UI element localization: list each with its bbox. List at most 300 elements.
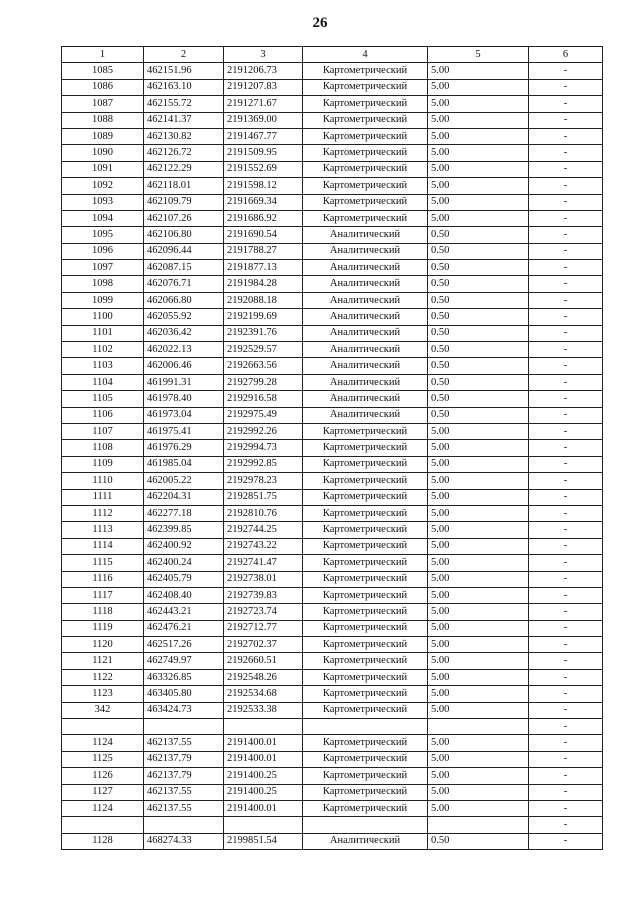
table-row (62, 800, 603, 816)
note-cell: - (529, 473, 603, 489)
method-cell: Аналитический (303, 260, 428, 276)
table-row (62, 423, 603, 439)
table-row (62, 456, 603, 472)
table-row (62, 325, 603, 341)
table-row (62, 555, 603, 571)
note-cell: - (529, 768, 603, 784)
x-coordinate-cell: 463424.73 (144, 702, 224, 718)
method-cell: Картометрический (303, 555, 428, 571)
method-cell: Аналитический (303, 276, 428, 292)
accuracy-cell: 5.00 (428, 79, 529, 95)
x-coordinate-cell: 462443.21 (144, 604, 224, 620)
point-number-cell: 1092 (62, 178, 144, 194)
y-coordinate-cell: 2192978.23 (224, 473, 303, 489)
x-coordinate-cell: 462151.96 (144, 63, 224, 79)
point-number-cell: 1111 (62, 489, 144, 505)
point-number-cell: 1102 (62, 342, 144, 358)
note-cell: - (529, 243, 603, 259)
point-number-cell: 1124 (62, 735, 144, 751)
method-cell: Аналитический (303, 391, 428, 407)
accuracy-cell: 5.00 (428, 768, 529, 784)
y-coordinate-cell: 2191400.25 (224, 768, 303, 784)
note-cell: - (529, 833, 603, 849)
method-cell: Картометрический (303, 456, 428, 472)
note-cell: - (529, 423, 603, 439)
method-cell: Картометрический (303, 194, 428, 210)
method-cell: Картометрический (303, 800, 428, 816)
method-cell: Картометрический (303, 178, 428, 194)
y-coordinate-cell: 2192534.68 (224, 686, 303, 702)
accuracy-cell: 5.00 (428, 784, 529, 800)
note-cell: - (529, 555, 603, 571)
y-coordinate-cell: 2191669.34 (224, 194, 303, 210)
x-coordinate-cell (144, 719, 224, 735)
method-cell: Аналитический (303, 407, 428, 423)
point-number-cell: 1112 (62, 505, 144, 521)
x-coordinate-cell: 462137.79 (144, 751, 224, 767)
x-coordinate-cell: 462137.55 (144, 800, 224, 816)
note-cell: - (529, 325, 603, 341)
note-cell: - (529, 719, 603, 735)
note-cell: - (529, 358, 603, 374)
point-number-cell: 1118 (62, 604, 144, 620)
note-cell: - (529, 735, 603, 751)
point-number-cell: 1104 (62, 374, 144, 390)
x-coordinate-cell: 462096.44 (144, 243, 224, 259)
point-number-cell: 1107 (62, 423, 144, 439)
x-coordinate-cell: 462006.46 (144, 358, 224, 374)
accuracy-cell: 5.00 (428, 505, 529, 521)
note-cell: - (529, 227, 603, 243)
x-coordinate-cell: 462130.82 (144, 128, 224, 144)
accuracy-cell: 5.00 (428, 620, 529, 636)
note-cell: - (529, 522, 603, 538)
note-cell: - (529, 505, 603, 521)
method-cell: Картометрический (303, 620, 428, 636)
y-coordinate-cell: 2192660.51 (224, 653, 303, 669)
method-cell: Картометрический (303, 587, 428, 603)
y-coordinate-cell: 2191984.28 (224, 276, 303, 292)
table-row (62, 604, 603, 620)
table-row (62, 63, 603, 79)
table-row (62, 178, 603, 194)
y-coordinate-cell: 2191271.67 (224, 96, 303, 112)
point-number-cell: 1103 (62, 358, 144, 374)
point-number-cell: 1122 (62, 669, 144, 685)
x-coordinate-cell: 462126.72 (144, 145, 224, 161)
table-row (62, 833, 603, 849)
note-cell: - (529, 669, 603, 685)
y-coordinate-cell: 2192851.75 (224, 489, 303, 505)
accuracy-cell: 5.00 (428, 112, 529, 128)
y-coordinate-cell: 2192391.76 (224, 325, 303, 341)
accuracy-cell: 5.00 (428, 63, 529, 79)
method-cell: Аналитический (303, 358, 428, 374)
note-cell: - (529, 800, 603, 816)
point-number-cell: 1117 (62, 587, 144, 603)
x-coordinate-cell (144, 817, 224, 833)
y-coordinate-cell: 2191400.01 (224, 751, 303, 767)
note-cell: - (529, 194, 603, 210)
x-coordinate-cell: 462087.15 (144, 260, 224, 276)
accuracy-cell: 5.00 (428, 702, 529, 718)
note-cell: - (529, 96, 603, 112)
accuracy-cell: 0.50 (428, 358, 529, 374)
point-number-cell: 1086 (62, 79, 144, 95)
table-row (62, 161, 603, 177)
point-number-cell: 1087 (62, 96, 144, 112)
table-row (62, 96, 603, 112)
table-row (62, 194, 603, 210)
method-cell: Картометрический (303, 604, 428, 620)
note-cell: - (529, 686, 603, 702)
x-coordinate-cell: 463326.85 (144, 669, 224, 685)
table-row (62, 571, 603, 587)
y-coordinate-cell: 2192738.01 (224, 571, 303, 587)
table-row (62, 128, 603, 144)
method-cell: Картометрический (303, 145, 428, 161)
note-cell: - (529, 112, 603, 128)
y-coordinate-cell: 2192663.56 (224, 358, 303, 374)
y-coordinate-cell: 2191400.25 (224, 784, 303, 800)
x-coordinate-cell: 462517.26 (144, 637, 224, 653)
table-row (62, 145, 603, 161)
point-number-cell: 1089 (62, 128, 144, 144)
accuracy-cell: 0.50 (428, 325, 529, 341)
table-row (62, 751, 603, 767)
x-coordinate-cell: 462022.13 (144, 342, 224, 358)
column-header-4: 4 (303, 47, 428, 63)
method-cell: Картометрический (303, 489, 428, 505)
method-cell: Картометрический (303, 637, 428, 653)
y-coordinate-cell: 2191877.13 (224, 260, 303, 276)
y-coordinate-cell: 2191788.27 (224, 243, 303, 259)
method-cell: Картометрический (303, 112, 428, 128)
accuracy-cell: 5.00 (428, 686, 529, 702)
method-cell: Аналитический (303, 342, 428, 358)
method-cell: Аналитический (303, 374, 428, 390)
accuracy-cell: 5.00 (428, 440, 529, 456)
accuracy-cell: 5.00 (428, 423, 529, 439)
note-cell: - (529, 637, 603, 653)
point-number-cell: 1127 (62, 784, 144, 800)
note-cell: - (529, 145, 603, 161)
y-coordinate-cell: 2192712.77 (224, 620, 303, 636)
method-cell: Картометрический (303, 768, 428, 784)
table-row (62, 522, 603, 538)
accuracy-cell: 0.50 (428, 407, 529, 423)
table-row (62, 538, 603, 554)
point-number-cell: 1109 (62, 456, 144, 472)
column-header-3: 3 (224, 47, 303, 63)
table-row (62, 817, 603, 833)
point-number-cell: 1090 (62, 145, 144, 161)
note-cell: - (529, 79, 603, 95)
table-row (62, 768, 603, 784)
table-row (62, 309, 603, 325)
point-number-cell: 1108 (62, 440, 144, 456)
x-coordinate-cell: 462400.24 (144, 555, 224, 571)
method-cell: Аналитический (303, 325, 428, 341)
accuracy-cell: 5.00 (428, 571, 529, 587)
note-cell: - (529, 571, 603, 587)
note-cell: - (529, 178, 603, 194)
accuracy-cell: 5.00 (428, 751, 529, 767)
x-coordinate-cell: 462476.21 (144, 620, 224, 636)
table-row (62, 587, 603, 603)
y-coordinate-cell: 2191552.69 (224, 161, 303, 177)
point-number-cell: 1121 (62, 653, 144, 669)
point-number-cell: 1125 (62, 751, 144, 767)
accuracy-cell: 5.00 (428, 96, 529, 112)
accuracy-cell: 5.00 (428, 145, 529, 161)
x-coordinate-cell: 462109.79 (144, 194, 224, 210)
point-number-cell: 1096 (62, 243, 144, 259)
method-cell: Картометрический (303, 96, 428, 112)
x-coordinate-cell: 461973.04 (144, 407, 224, 423)
table-row (62, 342, 603, 358)
y-coordinate-cell: 2192810.76 (224, 505, 303, 521)
method-cell (303, 719, 428, 735)
accuracy-cell: 5.00 (428, 669, 529, 685)
accuracy-cell: 0.50 (428, 374, 529, 390)
note-cell: - (529, 456, 603, 472)
point-number-cell (62, 719, 144, 735)
accuracy-cell: 5.00 (428, 178, 529, 194)
note-cell: - (529, 210, 603, 226)
note-cell: - (529, 489, 603, 505)
note-cell: - (529, 161, 603, 177)
y-coordinate-cell: 2191369.00 (224, 112, 303, 128)
method-cell: Картометрический (303, 538, 428, 554)
y-coordinate-cell (224, 719, 303, 735)
note-cell: - (529, 653, 603, 669)
accuracy-cell: 5.00 (428, 128, 529, 144)
x-coordinate-cell: 461991.31 (144, 374, 224, 390)
method-cell: Картометрический (303, 784, 428, 800)
method-cell: Картометрический (303, 63, 428, 79)
accuracy-cell: 5.00 (428, 800, 529, 816)
table-row (62, 637, 603, 653)
note-cell: - (529, 292, 603, 308)
point-number-cell: 1094 (62, 210, 144, 226)
note-cell: - (529, 309, 603, 325)
point-number-cell: 1119 (62, 620, 144, 636)
table-row (62, 374, 603, 390)
accuracy-cell (428, 817, 529, 833)
x-coordinate-cell: 462076.71 (144, 276, 224, 292)
method-cell: Картометрический (303, 505, 428, 521)
accuracy-cell: 0.50 (428, 243, 529, 259)
table-header-row (62, 47, 603, 63)
point-number-cell: 1093 (62, 194, 144, 210)
accuracy-cell: 0.50 (428, 227, 529, 243)
y-coordinate-cell: 2192744.25 (224, 522, 303, 538)
point-number-cell: 1124 (62, 800, 144, 816)
table-row (62, 79, 603, 95)
point-number-cell: 1115 (62, 555, 144, 571)
method-cell: Картометрический (303, 735, 428, 751)
note-cell: - (529, 817, 603, 833)
y-coordinate-cell: 2192088.18 (224, 292, 303, 308)
y-coordinate-cell: 2191467.77 (224, 128, 303, 144)
y-coordinate-cell: 2191598.12 (224, 178, 303, 194)
y-coordinate-cell: 2191690.54 (224, 227, 303, 243)
method-cell: Аналитический (303, 833, 428, 849)
x-coordinate-cell: 462204.31 (144, 489, 224, 505)
accuracy-cell: 0.50 (428, 309, 529, 325)
x-coordinate-cell: 462066.80 (144, 292, 224, 308)
table-row (62, 473, 603, 489)
y-coordinate-cell: 2192741.47 (224, 555, 303, 571)
x-coordinate-cell: 462137.79 (144, 768, 224, 784)
accuracy-cell (428, 719, 529, 735)
note-cell: - (529, 784, 603, 800)
x-coordinate-cell: 462137.55 (144, 784, 224, 800)
y-coordinate-cell: 2192992.26 (224, 423, 303, 439)
x-coordinate-cell: 462055.92 (144, 309, 224, 325)
table-row (62, 784, 603, 800)
accuracy-cell: 5.00 (428, 489, 529, 505)
method-cell: Картометрический (303, 423, 428, 439)
accuracy-cell: 5.00 (428, 522, 529, 538)
point-number-cell: 1105 (62, 391, 144, 407)
x-coordinate-cell: 461976.29 (144, 440, 224, 456)
method-cell: Картометрический (303, 702, 428, 718)
x-coordinate-cell: 462005.22 (144, 473, 224, 489)
note-cell: - (529, 407, 603, 423)
table-row (62, 620, 603, 636)
point-number-cell: 1085 (62, 63, 144, 79)
table-row (62, 735, 603, 751)
method-cell: Картометрический (303, 686, 428, 702)
x-coordinate-cell: 462155.72 (144, 96, 224, 112)
x-coordinate-cell: 462408.40 (144, 587, 224, 603)
table-row (62, 653, 603, 669)
y-coordinate-cell: 2192702.37 (224, 637, 303, 653)
note-cell: - (529, 440, 603, 456)
table-row (62, 227, 603, 243)
table-row (62, 210, 603, 226)
column-header-5: 5 (428, 47, 529, 63)
point-number-cell: 1100 (62, 309, 144, 325)
table-row (62, 505, 603, 521)
x-coordinate-cell: 462107.26 (144, 210, 224, 226)
y-coordinate-cell: 2192743.22 (224, 538, 303, 554)
accuracy-cell: 0.50 (428, 292, 529, 308)
table-row (62, 112, 603, 128)
point-number-cell: 1101 (62, 325, 144, 341)
accuracy-cell: 5.00 (428, 538, 529, 554)
method-cell: Аналитический (303, 309, 428, 325)
method-cell: Картометрический (303, 128, 428, 144)
x-coordinate-cell: 461985.04 (144, 456, 224, 472)
method-cell: Аналитический (303, 292, 428, 308)
x-coordinate-cell: 462405.79 (144, 571, 224, 587)
note-cell: - (529, 260, 603, 276)
table-row (62, 440, 603, 456)
point-number-cell: 1097 (62, 260, 144, 276)
point-number-cell (62, 817, 144, 833)
table-row (62, 292, 603, 308)
point-number-cell: 1110 (62, 473, 144, 489)
y-coordinate-cell: 2191206.73 (224, 63, 303, 79)
note-cell: - (529, 620, 603, 636)
x-coordinate-cell: 462749.97 (144, 653, 224, 669)
x-coordinate-cell: 462399.85 (144, 522, 224, 538)
y-coordinate-cell: 2192533.38 (224, 702, 303, 718)
method-cell (303, 817, 428, 833)
table-row (62, 391, 603, 407)
note-cell: - (529, 751, 603, 767)
x-coordinate-cell: 461975.41 (144, 423, 224, 439)
table-row (62, 702, 603, 718)
y-coordinate-cell: 2199851.54 (224, 833, 303, 849)
x-coordinate-cell: 462036.42 (144, 325, 224, 341)
point-number-cell: 1128 (62, 833, 144, 849)
column-header-1: 1 (62, 47, 144, 63)
method-cell: Аналитический (303, 243, 428, 259)
point-number-cell: 1113 (62, 522, 144, 538)
x-coordinate-cell: 462141.37 (144, 112, 224, 128)
method-cell: Картометрический (303, 522, 428, 538)
x-coordinate-cell: 462122.29 (144, 161, 224, 177)
column-header-2: 2 (144, 47, 224, 63)
accuracy-cell: 5.00 (428, 604, 529, 620)
y-coordinate-cell: 2191509.95 (224, 145, 303, 161)
method-cell: Картометрический (303, 669, 428, 685)
x-coordinate-cell: 463405.80 (144, 686, 224, 702)
method-cell: Картометрический (303, 751, 428, 767)
table-row (62, 260, 603, 276)
x-coordinate-cell: 462163.10 (144, 79, 224, 95)
page-number: 26 (312, 15, 328, 31)
note-cell: - (529, 128, 603, 144)
accuracy-cell: 0.50 (428, 276, 529, 292)
table-row (62, 686, 603, 702)
y-coordinate-cell: 2192916.58 (224, 391, 303, 407)
accuracy-cell: 5.00 (428, 456, 529, 472)
accuracy-cell: 5.00 (428, 210, 529, 226)
table-body (62, 63, 603, 850)
point-number-cell: 1114 (62, 538, 144, 554)
y-coordinate-cell: 2191400.01 (224, 800, 303, 816)
coordinates-table (61, 46, 603, 850)
y-coordinate-cell: 2192529.57 (224, 342, 303, 358)
point-number-cell: 1099 (62, 292, 144, 308)
table-row (62, 358, 603, 374)
accuracy-cell: 5.00 (428, 653, 529, 669)
x-coordinate-cell: 462118.01 (144, 178, 224, 194)
y-coordinate-cell: 2192723.74 (224, 604, 303, 620)
y-coordinate-cell: 2191207.83 (224, 79, 303, 95)
point-number-cell: 342 (62, 702, 144, 718)
accuracy-cell: 5.00 (428, 161, 529, 177)
table-row (62, 276, 603, 292)
accuracy-cell: 5.00 (428, 637, 529, 653)
method-cell: Картометрический (303, 161, 428, 177)
accuracy-cell: 5.00 (428, 735, 529, 751)
point-number-cell: 1095 (62, 227, 144, 243)
y-coordinate-cell: 2192992.85 (224, 456, 303, 472)
note-cell: - (529, 702, 603, 718)
accuracy-cell: 5.00 (428, 473, 529, 489)
column-header-6: 6 (529, 47, 603, 63)
method-cell: Картометрический (303, 653, 428, 669)
point-number-cell: 1091 (62, 161, 144, 177)
note-cell: - (529, 63, 603, 79)
table-row (62, 243, 603, 259)
